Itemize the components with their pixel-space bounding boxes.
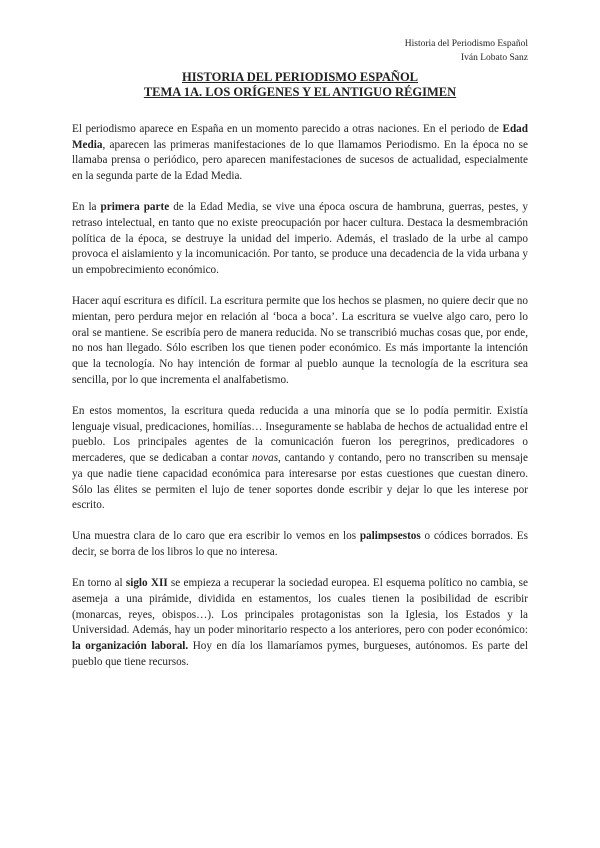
term-edad-media: Edad Media (72, 123, 528, 151)
term-novas: novas, (251, 452, 281, 465)
document-body (72, 122, 528, 686)
topic-title: TEMA 1A. LOS ORÍGENES Y EL ANTIGUO RÉGIMEN (143, 85, 457, 99)
term-organizacion-laboral: la organización laboral. (72, 640, 189, 653)
paragraph-escritura: Hacer aquí escritura es difícil. La escritura permite que los hechos se plasmen, no quiere decir que no mientan, pero perdura mejor en relación al ‘boca a boca’. La escritura se vuelve algo caro, pero lo oral se mantiene. Se escribía pero de manera reducida. No se transcribió muchas cosas que, por ende, no nos han llegado. Sólo escriben los que tienen poder económico. Es más importante la intención que la tecnología. No hay intención de formar al pueblo aunque la tecnología de la escritura sea sencilla, por lo que incrementa el analfabetismo. (72, 295, 528, 386)
header-course-title: Historia del Periodismo Español (404, 39, 528, 49)
paragraph-intro: El periodismo aparece en España en un momento parecido a otras naciones. En el periodo de Edad Media, aparecen las primeras manifestaciones de lo que llamamos Periodismo. En la época no se llamaba prensa o periódico, pero aparecen manifestaciones de sucesos de actualidad, especialmente en la segunda parte de la Edad Media. (72, 123, 528, 183)
term-palimpsestos: palimpsestos (359, 530, 421, 543)
running-header (405, 37, 528, 65)
paragraph-palimpsestos: Una muestra clara de lo caro que era escribir lo vemos en los palimpsestos o códices borrados. Es decir, se borra de los libros lo que no interesa. (72, 530, 528, 559)
paragraph-siglo-xii: En torno al siglo XII se empieza a recuperar la sociedad europea. El esquema político no cambia, se asemeja a una pirámide, dividida en estamentos, los cuales tienen la posibilidad de escribir (monarcas, reyes, obispos…). Los principales protagonistas son la Iglesia, los Estados y la Universidad. Además, hay un poder minoritario respecto a los anteriores, pero con poder económico: la organización laboral. Hoy en día los llamaríamos pymes, burgueses, autónomos. Es parte del pueblo que tiene recursos. (72, 577, 529, 668)
term-siglo-xii: siglo XII (125, 577, 168, 590)
paragraph-minoria: En estos momentos, la escritura queda reducida a una minoría que se lo podía permitir. Existía lenguaje visual, predicaciones, homilías… Inseguramente se hablaba de hechos de actualidad entre el pueblo. Los principales agentes de la comunicación fueron los peregrinos, predicadores o mercaderes, que se dedicaban a contar novas, cantando y contando, pero no transcriben su mensaje ya que nadie tiene capacidad económica para interesarse por estas cuestiones que cuestan dinero. Sólo las élites se permiten el lujo de tener soportes donde escribir y dejar lo que les interese por escrito. (72, 405, 528, 512)
main-title: HISTORIA DEL PERIODISMO ESPAÑOL (181, 70, 419, 84)
term-primera-parte: primera parte (100, 201, 170, 214)
header-author: Iván Lobato Sanz (460, 53, 528, 63)
document-title (72, 70, 528, 100)
paragraph-primera-parte: En la primera parte de la Edad Media, se vive una época oscura de hambruna, guerras, pestes, y retraso intelectual, en tanto que no existe preocupación por hacer cultura. Destaca la desmembración política de la época, se destruye la unidad del imperio. Además, el traslado de la urbe al campo provoca el aislamiento y la incomunicación. Por tanto, se produce una decadencia de la vida urbana y un empobrecimiento económico. (72, 201, 528, 277)
